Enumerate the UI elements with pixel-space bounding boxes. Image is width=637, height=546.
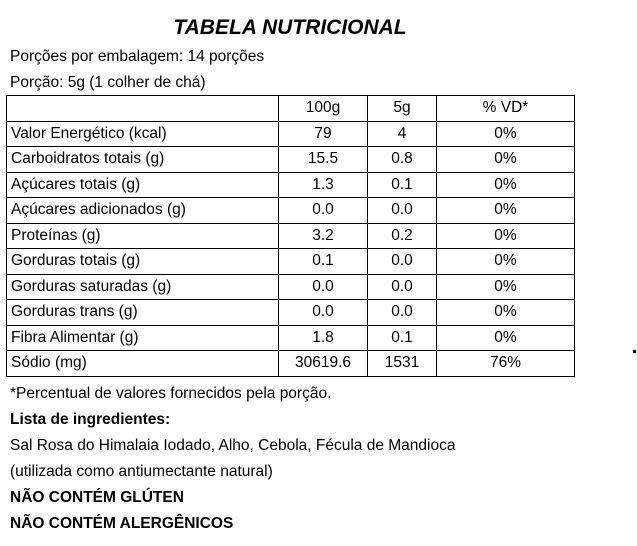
per-5g-cell: 0.8 [368, 147, 437, 173]
vd-cell: 0% [437, 172, 575, 198]
vd-cell: 0% [437, 121, 575, 147]
per-5g-cell: 0.1 [368, 325, 437, 351]
header-cell-nutrient [7, 96, 279, 122]
nutrient-name-cell: Sódio (mg) [7, 351, 279, 377]
servings-per-package: Porções por embalagem: 14 porções [10, 48, 265, 65]
table-row [7, 172, 575, 198]
gluten-statement: NÃO CONTÉM GLÚTEN [10, 489, 184, 506]
per-5g-cell: 4 [368, 121, 437, 147]
table-row [7, 274, 575, 300]
stray-mark [633, 350, 636, 353]
per-100g-cell: 0.0 [279, 274, 368, 300]
serving-size: Porção: 5g (1 colher de chá) [10, 74, 206, 91]
ingredients-heading: Lista de ingredientes: [10, 411, 171, 428]
per-100g-cell: 3.2 [279, 223, 368, 249]
nutrient-name-cell: Açúcares totais (g) [7, 172, 279, 198]
vd-cell: 0% [437, 249, 575, 275]
nutrient-name-cell: Carboidratos totais (g) [7, 147, 279, 173]
vd-cell: 0% [437, 223, 575, 249]
vd-cell: 0% [437, 274, 575, 300]
per-5g-cell: 0.2 [368, 223, 437, 249]
vd-cell: 0% [437, 325, 575, 351]
per-100g-cell: 79 [279, 121, 368, 147]
per-100g-cell: 0.0 [279, 198, 368, 224]
table-row [7, 198, 575, 224]
nutrient-name-cell: Valor Energético (kcal) [7, 121, 279, 147]
nutrient-name-cell: Fibra Alimentar (g) [7, 325, 279, 351]
table-row [7, 223, 575, 249]
table-row [7, 325, 575, 351]
per-5g-cell: 1531 [368, 351, 437, 377]
per-100g-cell: 0.0 [279, 300, 368, 326]
per-5g-cell: 0.1 [368, 172, 437, 198]
allergen-statement: NÃO CONTÉM ALERGÊNICOS [10, 515, 234, 532]
footnote: *Percentual de valores fornecidos pela porção. [10, 385, 332, 402]
header-cell-vd: % VD* [437, 96, 575, 122]
per-100g-cell: 30619.6 [279, 351, 368, 377]
nutrient-name-cell: Gorduras totais (g) [7, 249, 279, 275]
per-100g-cell: 1.8 [279, 325, 368, 351]
per-5g-cell: 0.0 [368, 249, 437, 275]
vd-cell: 0% [437, 198, 575, 224]
nutrition-table [6, 95, 575, 377]
table-row [7, 300, 575, 326]
vd-cell: 0% [437, 147, 575, 173]
nutrient-name-cell: Açúcares adicionados (g) [7, 198, 279, 224]
header-cell-5g: 5g [368, 96, 437, 122]
table-row [7, 147, 575, 173]
header-cell-100g: 100g [279, 96, 368, 122]
per-5g-cell: 0.0 [368, 198, 437, 224]
per-100g-cell: 15.5 [279, 147, 368, 173]
table-row [7, 121, 575, 147]
table-row [7, 351, 575, 377]
ingredients-text-line2: (utilizada como antiumectante natural) [10, 463, 273, 480]
per-100g-cell: 0.1 [279, 249, 368, 275]
per-5g-cell: 0.0 [368, 300, 437, 326]
table-row [7, 249, 575, 275]
nutrient-name-cell: Gorduras trans (g) [7, 300, 279, 326]
nutrient-name-cell: Proteínas (g) [7, 223, 279, 249]
page-title: TABELA NUTRICIONAL [173, 16, 407, 39]
table-header-row [7, 96, 575, 122]
per-5g-cell: 0.0 [368, 274, 437, 300]
vd-cell: 76% [437, 351, 575, 377]
per-100g-cell: 1.3 [279, 172, 368, 198]
vd-cell: 0% [437, 300, 575, 326]
ingredients-text-line1: Sal Rosa do Himalaia Iodado, Alho, Cebola, Fécula de Mandioca [10, 437, 456, 454]
nutrient-name-cell: Gorduras saturadas (g) [7, 274, 279, 300]
